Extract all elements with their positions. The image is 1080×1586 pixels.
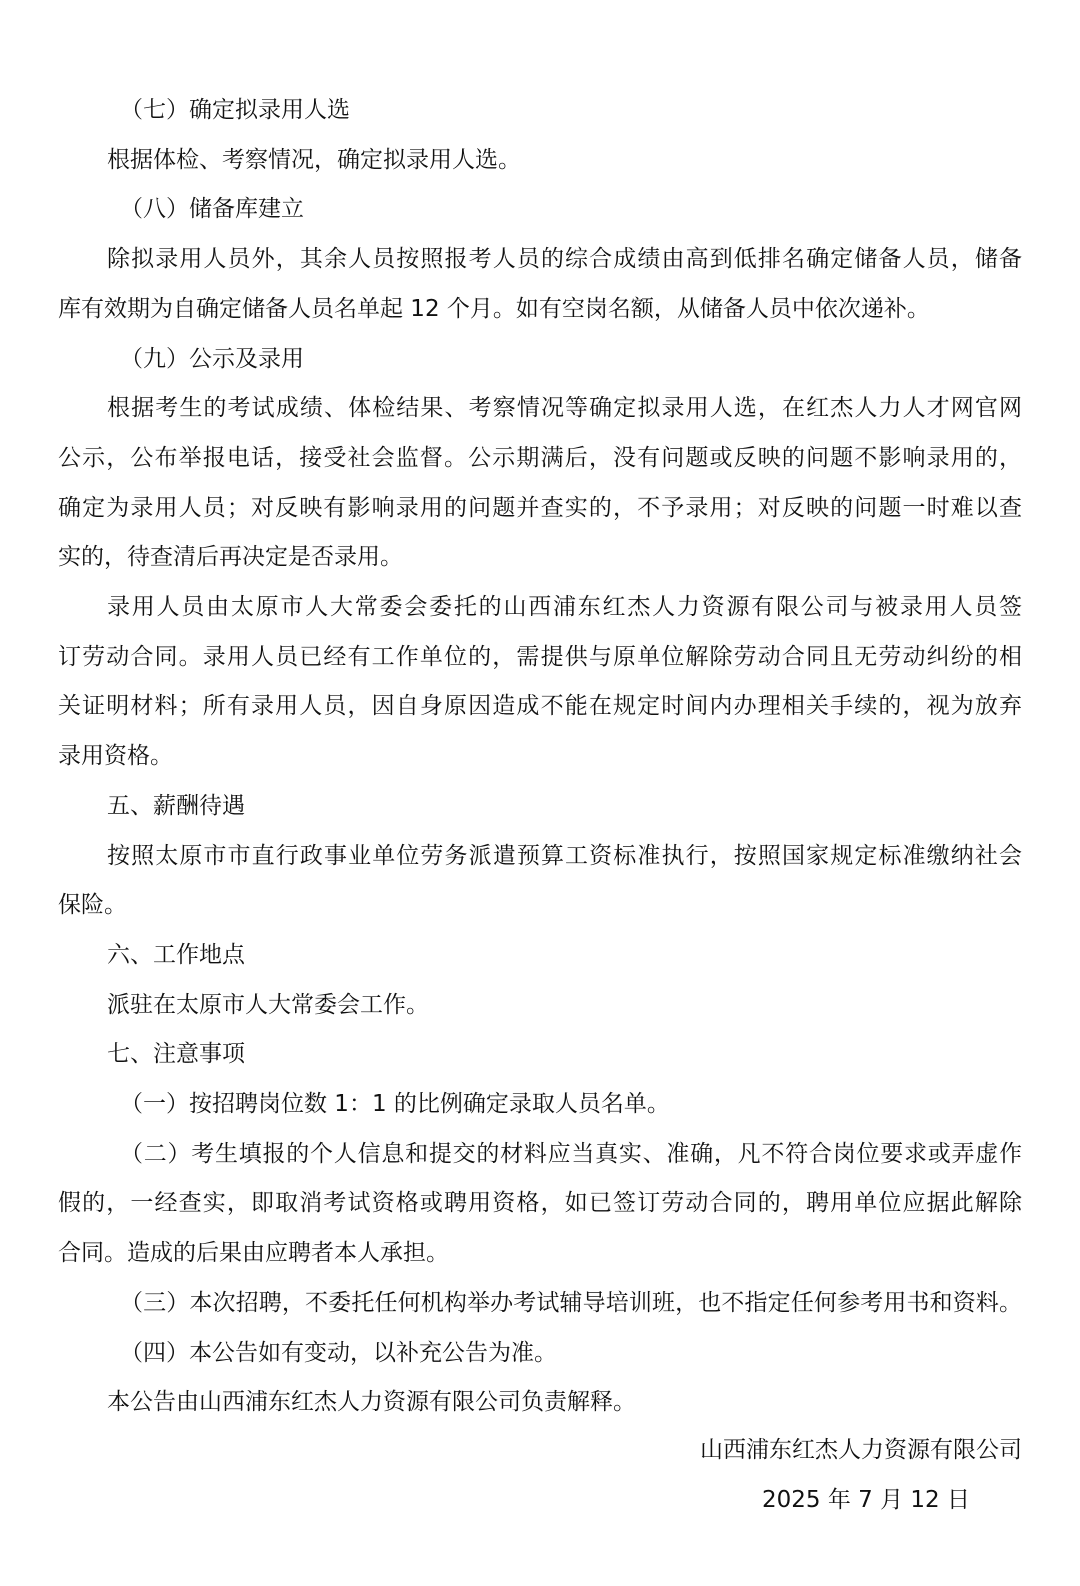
section-9-para2-line4: 录用资格。: [58, 743, 173, 770]
section-heading-9: （九）公示及录用: [120, 345, 304, 372]
section-6-text: 派驻在太原市人大常委会工作。: [107, 991, 429, 1018]
section-9-para1-line2: 公示，公布举报电话，接受社会监督。公示期满后，没有问题或反映的问题不影响录用的，: [58, 444, 1022, 471]
signature-date: 2025 年 7 月 12 日: [762, 1487, 970, 1513]
note-3: （三）本次招聘，不委托任何机构举办考试辅导培训班，也不指定任何参考用书和资料。: [120, 1289, 1022, 1316]
section-9-para2-line3: 关证明材料；所有录用人员，因自身原因造成不能在规定时间内办理相关手续的，视为放弃: [58, 693, 1022, 720]
section-9-para2-line2: 订劳动合同。录用人员已经有工作单位的，需提供与原单位解除劳动合同且无劳动纠纷的相: [58, 643, 1022, 670]
section-8-text-line1: 除拟录用人员外，其余人员按照报考人员的综合成绩由高到低排名确定储备人员，储备: [107, 246, 1022, 273]
section-heading-6: 六、工作地点: [107, 941, 245, 968]
note-1: （一）按招聘岗位数 1：1 的比例确定录取人员名单。: [120, 1091, 670, 1118]
note-2-line2: 假的，一经查实，即取消考试资格或聘用资格，如已签订劳动合同的，聘用单位应据此解除: [58, 1190, 1022, 1217]
section-5-text-line1: 按照太原市市直行政事业单位劳务派遣预算工资标准执行，按照国家规定标准缴纳社会: [107, 842, 1022, 869]
section-heading-8: （八）储备库建立: [120, 196, 304, 223]
note-4: （四）本公告如有变动，以补充公告为准。: [120, 1339, 557, 1366]
note-2-line3: 合同。造成的后果由应聘者本人承担。: [58, 1240, 449, 1267]
section-9-para1-line3: 确定为录用人员；对反映有影响录用的问题并查实的，不予录用；对反映的问题一时难以查: [58, 494, 1022, 521]
section-5-text-line2: 保险。: [58, 892, 127, 919]
section-heading-notes: 七、注意事项: [107, 1041, 245, 1068]
note-2-line1: （二）考生填报的个人信息和提交的材料应当真实、准确，凡不符合岗位要求或弄虚作: [120, 1140, 1022, 1167]
section-9-para1-line1: 根据考生的考试成绩、体检结果、考察情况等确定拟录用人选，在红杰人力人才网官网: [107, 395, 1022, 422]
document-body: [58, 86, 1022, 1428]
section-7-text: 根据体检、考察情况，确定拟录用人选。: [107, 146, 521, 173]
section-9-para1-line4: 实的，待查清后再决定是否录用。: [58, 544, 403, 571]
section-heading-5: 五、薪酬待遇: [107, 792, 245, 819]
section-8-text-line2: 库有效期为自确定储备人员名单起 12 个月。如有空岗名额，从储备人员中依次递补。: [58, 295, 930, 322]
signature-company: 山西浦东红杰人力资源有限公司: [700, 1437, 1022, 1463]
closing-statement: 本公告由山西浦东红杰人力资源有限公司负责解释。: [107, 1389, 636, 1416]
section-9-para2-line1: 录用人员由太原市人大常委会委托的山西浦东红杰人力资源有限公司与被录用人员签: [107, 594, 1022, 621]
section-heading-7: （七）确定拟录用人选: [120, 97, 350, 123]
